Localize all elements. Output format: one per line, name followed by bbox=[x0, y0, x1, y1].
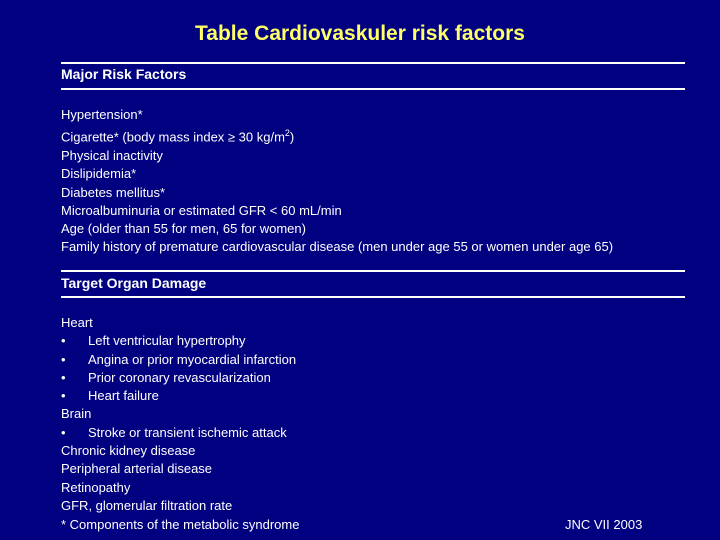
slide-title: Table Cardiovaskuler risk factors bbox=[195, 22, 525, 45]
list-item: Chronic kidney disease bbox=[61, 443, 196, 459]
list-item: • Stroke or transient ischemic attack bbox=[61, 424, 287, 440]
list-item: Age (older than 55 for men, 65 for women) bbox=[61, 221, 306, 237]
divider bbox=[61, 270, 685, 272]
list-item: Family history of premature cardiovascular disease (men under age 55 or women under age 65) bbox=[61, 239, 614, 255]
list-item: Brain bbox=[61, 406, 92, 422]
list-item: Retinopathy bbox=[61, 479, 131, 495]
target-organ-heading: Target Organ Damage bbox=[61, 275, 207, 291]
divider bbox=[61, 296, 685, 298]
list-item: Microalbuminuria or estimated GFR < 60 mL/min bbox=[61, 202, 342, 218]
list-item: Heart bbox=[61, 315, 93, 330]
divider bbox=[61, 88, 685, 90]
footnote: * Components of the metabolic syndrome bbox=[61, 517, 300, 532]
divider bbox=[61, 62, 685, 64]
list-item: Hypertension* bbox=[61, 107, 143, 122]
major-risk-heading: Major Risk Factors bbox=[61, 66, 187, 82]
source-citation: JNC VII 2003 bbox=[565, 517, 643, 532]
target-organ-list bbox=[61, 314, 296, 515]
list-item: Dislipidemia* bbox=[61, 166, 137, 182]
list-item: • Heart failure bbox=[61, 388, 159, 404]
list-item: Peripheral arterial disease bbox=[61, 461, 213, 477]
list-item: • Left ventricular hypertrophy bbox=[61, 333, 246, 349]
list-item: • Prior coronary revascularization bbox=[61, 369, 271, 385]
list-item: • Angina or prior myocardial infarction bbox=[61, 351, 297, 367]
list-item: Physical inactivity bbox=[61, 147, 163, 163]
list-item: Diabetes mellitus* bbox=[61, 184, 166, 200]
list-item: Cigarette* (body mass index ≥ 30 $kg/m^2$) bbox=[61, 128, 295, 145]
major-risk-list bbox=[61, 106, 613, 257]
list-item: GFR, glomerular filtration rate bbox=[61, 497, 233, 513]
